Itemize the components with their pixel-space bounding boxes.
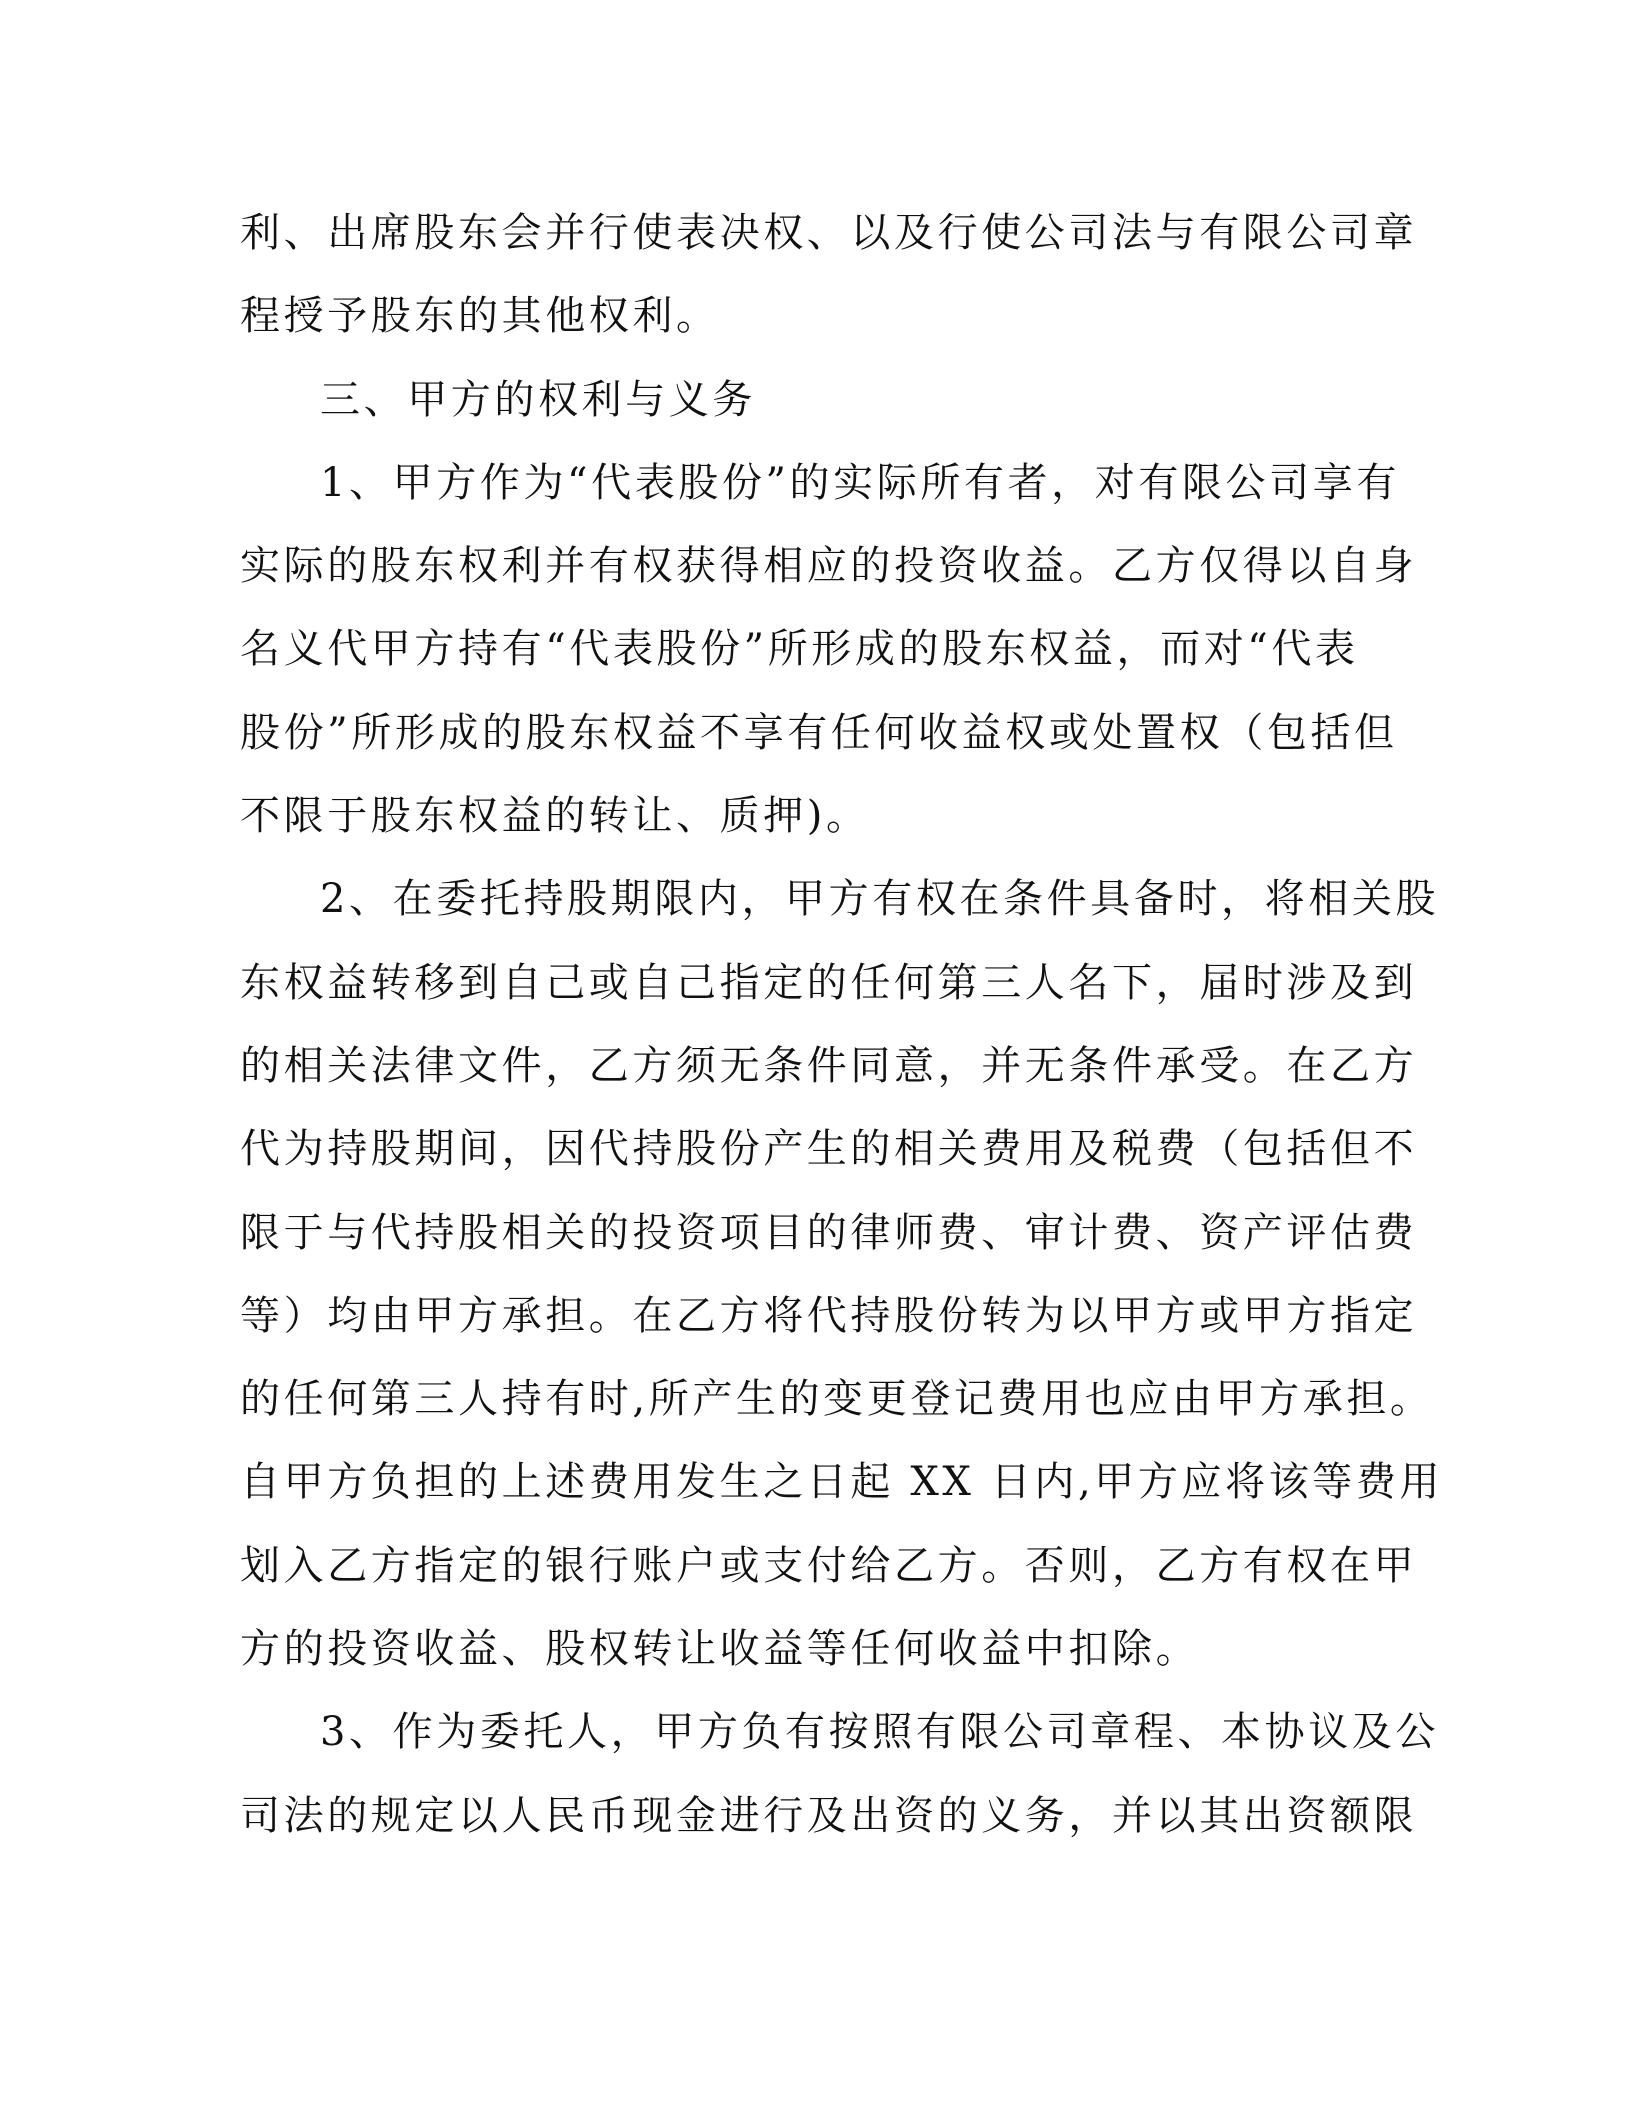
text-line: 自甲方负担的上述费用发生之日起 XX 日内,甲方应将该等费用 <box>240 1459 1444 1506</box>
text-line: 1、甲方作为“代表股份”的实际所有者，对有限公司享有 <box>320 459 1400 506</box>
document-body <box>240 192 1444 1858</box>
text-line: 方的投资收益、股权转让收益等任何收益中扣除。 <box>240 1626 1200 1673</box>
text-line: 名义代甲方持有“代表股份”所形成的股东权益，而对“代表 <box>240 626 1359 673</box>
text-line: 划入乙方指定的银行账户或支付给乙方。否则，乙方有权在甲 <box>240 1542 1418 1589</box>
text-line: 等）均由甲方承担。在乙方将代持股份转为以甲方或甲方指定 <box>240 1292 1418 1339</box>
text-line: 的相关法律文件，乙方须无条件同意，并无条件承受。在乙方 <box>240 1042 1418 1089</box>
text-line: 3、作为委托人，甲方负有按照有限公司章程、本协议及公 <box>320 1709 1440 1756</box>
text-line: 代为持股期间，因代持股份产生的相关费用及税费（包括但不 <box>240 1126 1418 1173</box>
text-line: 2、在委托持股期限内，甲方有权在条件具备时，将相关股 <box>320 876 1440 923</box>
section-heading: 三、甲方的权利与义务 <box>320 376 756 423</box>
text-line: 司法的规定以人民币现金进行及出资的义务，并以其出资额限 <box>240 1792 1418 1839</box>
text-line: 东权益转移到自己或自己指定的任何第三人名下，届时涉及到 <box>240 959 1418 1006</box>
text-line: 程授予股东的其他权利。 <box>240 293 720 340</box>
text-line: 限于与代持股相关的投资项目的律师费、审计费、资产评估费 <box>240 1209 1418 1256</box>
text-line: 不限于股东权益的转让、质押)。 <box>240 793 870 840</box>
text-line: 实际的股东权利并有权获得相应的投资收益。乙方仅得以自身 <box>240 543 1418 590</box>
text-line: 股份”所形成的股东权益不享有任何收益权或处置权（包括但 <box>240 709 1398 756</box>
text-line: 利、出席股东会并行使表决权、以及行使公司法与有限公司章 <box>240 210 1418 256</box>
text-line: 的任何第三人持有时,所产生的变更登记费用也应由甲方承担。 <box>240 1376 1434 1423</box>
